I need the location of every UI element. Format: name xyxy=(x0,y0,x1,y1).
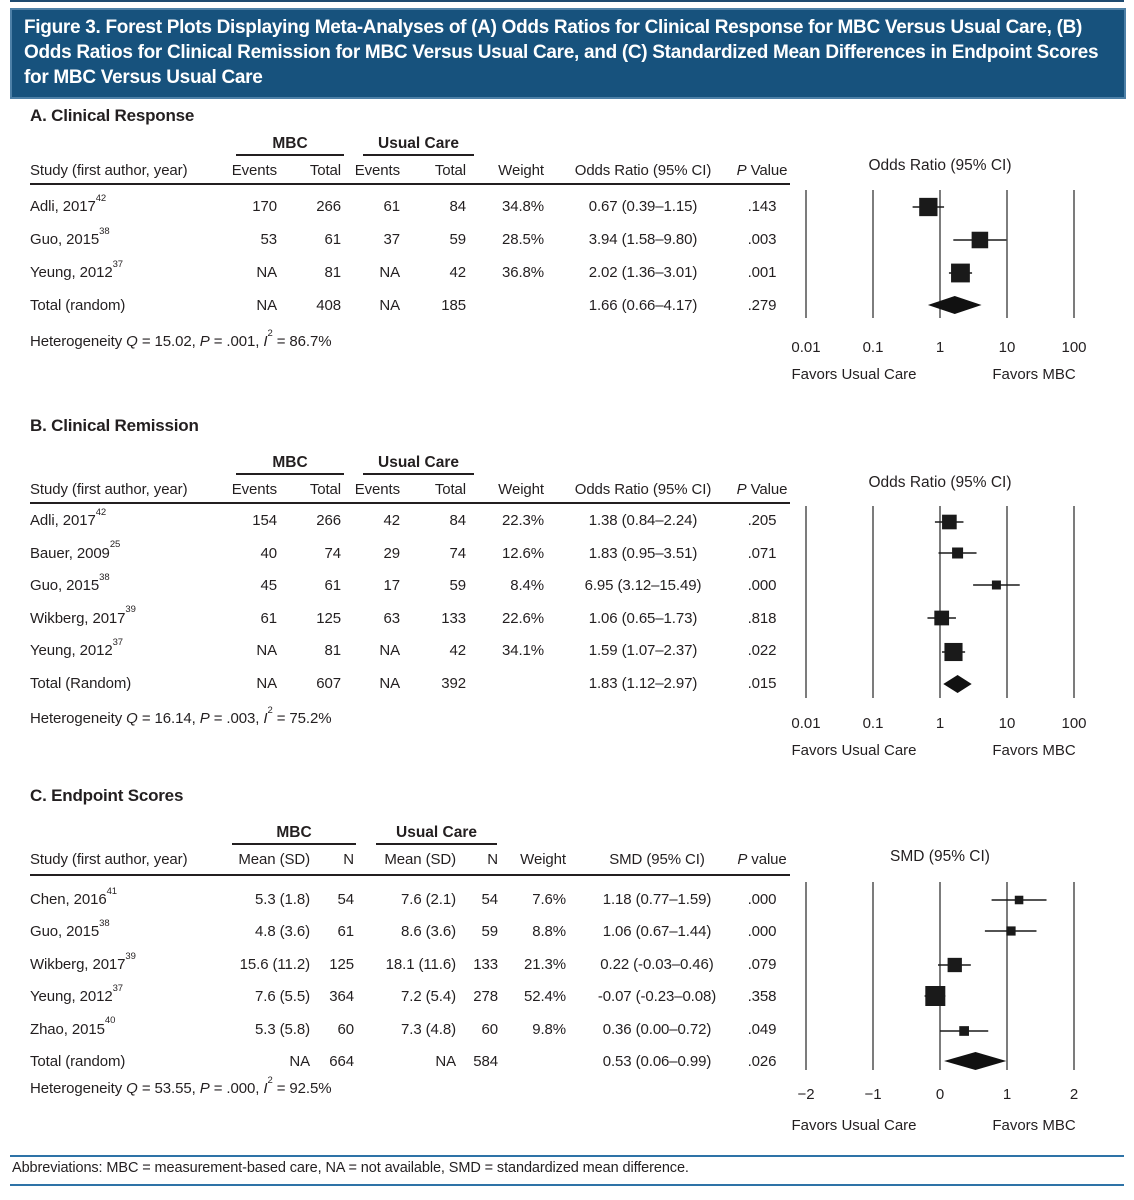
column-header-g2a: Events xyxy=(354,481,400,498)
table-row-cell-g1a: NA xyxy=(256,642,277,659)
axis-tick-label: 10 xyxy=(998,715,1016,732)
group-header-usual-care: Usual Care xyxy=(363,452,474,475)
table-row-cell-weight: 21.3% xyxy=(523,955,566,973)
figure-caption-line-1: Figure 3. Forest Plots Displaying Meta-Analyses of (A) Odds Ratios for Clinical Response for MBC Versus Usual Care, (B) xyxy=(24,17,1083,38)
text-fragment: value xyxy=(747,851,787,868)
axis-tick-label: 100 xyxy=(1061,715,1087,732)
table-row-cell-g1b: 60 xyxy=(337,1020,354,1038)
text-fragment: Yeung, 2012 xyxy=(30,264,113,281)
text-fragment: Q xyxy=(126,333,138,350)
group-header-usual-care: Usual Care xyxy=(363,133,474,156)
text-fragment: Value xyxy=(746,162,788,179)
table-row-cell-study xyxy=(30,1014,230,1046)
table-row-cell-effect: 1.66 (0.66–4.17) xyxy=(588,297,698,314)
effect-size-square xyxy=(959,1026,969,1036)
table-row-cell-g2b: 392 xyxy=(441,674,466,692)
text-fragment: 2 xyxy=(267,1074,273,1086)
table-row-cell-g2b: 59 xyxy=(449,577,466,594)
section-title-C: C. Endpoint Scores xyxy=(30,786,184,805)
table-row-cell-g1b: 664 xyxy=(329,1053,354,1070)
table-row-cell-p: .205 xyxy=(747,512,777,529)
table-row-cell-p: .000 xyxy=(747,923,777,941)
text-fragment: I xyxy=(263,333,268,350)
table-row-cell-g2a: 37 xyxy=(383,231,400,248)
column-header-g2b: N xyxy=(487,851,498,868)
table-row-cell-g1a: 15.6 (11.2) xyxy=(239,955,310,973)
text-fragment: = .000, xyxy=(209,1080,264,1097)
table-row-cell-weight: 36.8% xyxy=(501,264,544,281)
text-fragment: Wikberg, 2017 xyxy=(30,609,126,627)
text-fragment: 37 xyxy=(112,982,123,994)
text-fragment: P xyxy=(736,162,747,179)
table-row-cell-weight xyxy=(470,668,544,701)
text-fragment: 39 xyxy=(125,950,136,962)
table-row-cell-g1a: NA xyxy=(256,297,277,314)
table-row-cell-g2a: 7.6 (2.1) xyxy=(401,891,456,908)
abbreviations-top-rule xyxy=(10,1155,1124,1157)
table-row-cell-g1a: 170 xyxy=(252,198,277,215)
text-fragment: = .003, xyxy=(209,710,264,727)
table-row-cell-g1a: 53 xyxy=(260,231,277,248)
table-row-cell-g1b: 61 xyxy=(337,923,354,941)
table-row-cell-effect: 1.59 (1.07–2.37) xyxy=(588,642,698,659)
table-row-cell-g1b: 61 xyxy=(324,231,341,248)
table-header-rule xyxy=(30,874,790,876)
table-row-cell-weight xyxy=(470,289,544,322)
text-fragment: Heterogeneity xyxy=(30,1080,127,1097)
effect-size-square xyxy=(1015,896,1024,905)
table-row-cell-weight: 8.4% xyxy=(510,577,544,594)
text-fragment: Yeung, 2012 xyxy=(30,988,113,1006)
text-fragment: 38 xyxy=(99,571,110,583)
axis-tick-label: −2 xyxy=(797,1086,815,1103)
abbreviations-text: Abbreviations: MBC = measurement-based care, NA = not available, SMD = standardized mean difference. xyxy=(12,1160,689,1176)
table-row-cell-p: .000 xyxy=(747,891,777,908)
table-row-cell-g1a: 61 xyxy=(260,609,277,627)
text-fragment: Chen, 2016 xyxy=(30,891,107,908)
effect-size-square xyxy=(934,611,949,626)
table-row-cell-g1b: 266 xyxy=(316,198,341,215)
table-row-cell-p: .022 xyxy=(747,642,777,659)
table-row-cell-g1a: 4.8 (3.6) xyxy=(255,923,310,941)
text-fragment: Total (random) xyxy=(30,1053,126,1070)
text-fragment: 38 xyxy=(99,225,110,237)
table-row-cell-g2a: 42 xyxy=(383,512,400,529)
table-row-cell-study xyxy=(30,1046,230,1078)
table-row-cell-g2b: 60 xyxy=(481,1020,498,1038)
table-row-cell-g1a: 154 xyxy=(252,512,277,529)
table-row-cell-g1b: 61 xyxy=(324,577,341,594)
axis-tick-label: 1 xyxy=(1002,1086,1012,1103)
table-row-cell-g2a: 7.3 (4.8) xyxy=(401,1020,456,1038)
table-row-cell-g2a: 63 xyxy=(383,609,400,627)
table-row-cell-effect: 0.36 (0.00–0.72) xyxy=(602,1020,712,1038)
table-row-cell-g1a: 5.3 (1.8) xyxy=(255,891,310,908)
table-row-cell-p: .003 xyxy=(747,231,777,248)
summary-diamond xyxy=(944,1052,1006,1070)
table-row-cell-weight: 28.5% xyxy=(501,231,544,248)
axis-tick-label: 1 xyxy=(935,715,945,732)
table-row-cell-g1b: 408 xyxy=(316,297,341,314)
column-header-g2b: Total xyxy=(434,481,466,498)
text-fragment: Adli, 2017 xyxy=(30,198,96,215)
table-row-cell-effect: 0.22 (-0.03–0.46) xyxy=(600,955,714,973)
axis-tick-label: 100 xyxy=(1061,339,1087,356)
table-row-cell-g2b: 133 xyxy=(441,609,466,627)
table-row-cell-weight: 22.6% xyxy=(501,609,544,627)
effect-size-square xyxy=(972,232,989,249)
table-row-cell-study xyxy=(30,949,230,981)
table-row-cell-effect: 1.83 (1.12–2.97) xyxy=(588,674,698,692)
axis-tick-label: 0 xyxy=(935,1086,945,1103)
table-row-cell-g1b: 125 xyxy=(329,955,354,973)
column-header-g2a: Events xyxy=(354,162,400,179)
text-fragment: 39 xyxy=(125,604,136,616)
table-row-cell-g2a: NA xyxy=(379,264,400,281)
effect-size-square xyxy=(992,581,1001,590)
text-fragment: 2 xyxy=(267,704,273,716)
favors-left-label: Favors Usual Care xyxy=(791,742,917,759)
column-header-g1b: Total xyxy=(309,162,341,179)
plot-title: Odds Ratio (95% CI) xyxy=(868,157,1012,174)
table-row-cell-weight: 52.4% xyxy=(523,988,566,1006)
table-row-cell-effect: 1.06 (0.67–1.44) xyxy=(602,923,712,941)
table-row-cell-effect: 1.06 (0.65–1.73) xyxy=(588,609,698,627)
text-fragment: P xyxy=(199,1080,210,1097)
favors-right-label: Favors MBC xyxy=(992,742,1076,759)
text-fragment: 25 xyxy=(109,539,121,551)
text-fragment: = 16.14, xyxy=(137,710,200,727)
column-header-study: Study (first author, year) xyxy=(30,162,188,179)
table-row-cell-g2b: 59 xyxy=(481,923,498,941)
table-row-cell-weight: 34.8% xyxy=(501,198,544,215)
table-row-cell-g1a: 5.3 (5.8) xyxy=(255,1020,310,1038)
table-row-cell-p: .001 xyxy=(747,264,777,281)
plot-title: SMD (95% CI) xyxy=(890,848,990,865)
effect-size-square xyxy=(952,547,963,558)
table-row-cell-g2a: 18.1 (11.6) xyxy=(385,955,456,973)
forest-plot-A xyxy=(762,146,1134,390)
text-fragment: P xyxy=(199,333,210,350)
text-fragment: = 75.2% xyxy=(272,710,332,727)
effect-size-square xyxy=(944,643,962,661)
text-fragment: Bauer, 2009 xyxy=(30,544,110,562)
table-row-cell-p: .026 xyxy=(747,1053,777,1070)
table-row-cell-effect: 2.02 (1.36–3.01) xyxy=(588,264,698,281)
table-row-cell-weight: 34.1% xyxy=(501,642,544,659)
column-header-weight: Weight xyxy=(520,851,566,868)
column-header-g1a: Events xyxy=(231,162,277,179)
table-row-cell-g2a: 17 xyxy=(383,577,400,594)
table-row-cell-p: .358 xyxy=(747,988,777,1006)
heterogeneity-note-C xyxy=(30,1074,332,1097)
table-row-cell-g1b: 81 xyxy=(324,264,341,281)
table-row-cell-p: .143 xyxy=(747,198,777,215)
text-fragment: = .001, xyxy=(209,333,264,350)
axis-tick-label: 1 xyxy=(935,339,945,356)
table-row-cell-g2b: 54 xyxy=(481,891,498,908)
table-row-cell-g1a: NA xyxy=(256,264,277,281)
heterogeneity-note-B xyxy=(30,704,332,727)
table-row-cell-effect: 1.18 (0.77–1.59) xyxy=(602,891,712,908)
table-row-cell-g2a: 8.6 (3.6) xyxy=(401,923,456,941)
effect-size-square xyxy=(919,198,937,216)
table-row-cell-g2b: 42 xyxy=(449,642,466,659)
table-header-rule xyxy=(30,502,790,504)
table-header-rule xyxy=(30,183,790,185)
text-fragment: = 15.02, xyxy=(137,333,200,350)
table-row-cell-g2a: NA xyxy=(435,1053,456,1070)
table-row-cell-g1a: 40 xyxy=(260,544,277,562)
table-row-cell-effect: 1.83 (0.95–3.51) xyxy=(588,544,698,562)
plot-title: Odds Ratio (95% CI) xyxy=(868,474,1012,491)
forest-plot-C xyxy=(762,835,1134,1137)
table-row-cell-g2a: 61 xyxy=(383,198,400,215)
text-fragment: 37 xyxy=(112,636,123,648)
text-fragment: 37 xyxy=(112,258,123,270)
summary-diamond xyxy=(928,296,982,314)
text-fragment: Guo, 2015 xyxy=(30,923,100,941)
text-fragment: P xyxy=(737,851,748,868)
axis-tick-label: 0.01 xyxy=(791,715,821,732)
text-fragment: = 53.55, xyxy=(137,1080,200,1097)
favors-right-label: Favors MBC xyxy=(992,366,1076,383)
effect-size-square xyxy=(942,515,957,530)
table-row-cell-g2a: 7.2 (5.4) xyxy=(401,988,456,1006)
column-header-g1a: Mean (SD) xyxy=(238,851,310,868)
heterogeneity-note-A xyxy=(30,327,332,350)
table-row-cell-p: .071 xyxy=(747,544,777,562)
table-row-cell-effect: -0.07 (-0.23–0.08) xyxy=(597,988,717,1006)
effect-size-square xyxy=(951,264,970,283)
table-row-cell-p: .079 xyxy=(747,955,777,973)
text-fragment: Total (Random) xyxy=(30,674,132,692)
table-row-cell-effect: 1.38 (0.84–2.24) xyxy=(588,512,698,529)
text-fragment: 2 xyxy=(267,327,273,339)
table-row-cell-weight: 12.6% xyxy=(501,544,544,562)
table-row-cell-p: .049 xyxy=(747,1020,777,1038)
table-row-cell-p: .000 xyxy=(747,577,777,594)
column-header-g1a: Events xyxy=(231,481,277,498)
table-row-cell-g2b: 59 xyxy=(449,231,466,248)
table-row-cell-study xyxy=(30,916,230,948)
table-row-cell-g1a: 7.6 (5.5) xyxy=(255,988,310,1006)
text-fragment: P xyxy=(736,481,747,498)
figure-caption-box xyxy=(10,8,1126,99)
table-row-cell-g2b: 185 xyxy=(441,297,466,314)
table-row-cell-weight: 8.8% xyxy=(532,923,566,941)
table-row-cell-g1a: NA xyxy=(289,1053,310,1070)
table-row-cell-g1a: 45 xyxy=(260,577,277,594)
column-header-g1b: Total xyxy=(309,481,341,498)
column-header-weight: Weight xyxy=(498,481,544,498)
figure-caption-line-3: for MBC Versus Usual Care xyxy=(24,67,263,88)
text-fragment: Heterogeneity xyxy=(30,333,127,350)
table-row-cell-p: .818 xyxy=(747,609,777,627)
effect-size-square xyxy=(1006,926,1015,935)
axis-tick-label: 2 xyxy=(1069,1086,1079,1103)
table-row-cell-g1b: 54 xyxy=(337,891,354,908)
favors-left-label: Favors Usual Care xyxy=(791,1117,917,1134)
table-row-cell-g2b: 42 xyxy=(449,264,466,281)
table-row-cell-g2b: 84 xyxy=(449,198,466,215)
column-header-study: Study (first author, year) xyxy=(30,481,188,498)
table-row-cell-g2a: NA xyxy=(379,642,400,659)
text-fragment: I xyxy=(263,1080,268,1097)
table-row-cell-g2a: NA xyxy=(379,297,400,314)
group-header-mbc: MBC xyxy=(236,133,344,156)
favors-left-label: Favors Usual Care xyxy=(791,366,917,383)
table-row-cell-effect: 0.67 (0.39–1.15) xyxy=(588,198,698,215)
top-divider-rule xyxy=(10,0,1124,2)
column-header-effect: Odds Ratio (95% CI) xyxy=(574,481,712,498)
text-fragment: Q xyxy=(126,1080,138,1097)
table-row-cell-weight: 22.3% xyxy=(501,512,544,529)
text-fragment: Yeung, 2012 xyxy=(30,642,113,659)
text-fragment: Adli, 2017 xyxy=(30,512,96,529)
text-fragment: P xyxy=(199,710,210,727)
text-fragment: Guo, 2015 xyxy=(30,577,100,594)
table-row-cell-p: .279 xyxy=(747,297,777,314)
favors-right-label: Favors MBC xyxy=(992,1117,1076,1134)
summary-diamond xyxy=(943,675,971,693)
text-fragment: Q xyxy=(126,710,138,727)
text-fragment: = 86.7% xyxy=(272,333,332,350)
effect-size-square xyxy=(925,986,945,1006)
table-row-cell-weight: 7.6% xyxy=(532,891,566,908)
group-header-mbc: MBC xyxy=(232,822,356,845)
column-header-g1b: N xyxy=(343,851,354,868)
table-row-cell-g2a: NA xyxy=(379,674,400,692)
table-row-cell-study xyxy=(30,884,230,916)
column-header-weight: Weight xyxy=(498,162,544,179)
text-fragment: Wikberg, 2017 xyxy=(30,955,126,973)
table-row-cell-effect: 6.95 (3.12–15.49) xyxy=(584,577,702,594)
axis-tick-label: −1 xyxy=(864,1086,882,1103)
text-fragment: Zhao, 2015 xyxy=(30,1020,105,1038)
table-row-cell-weight xyxy=(500,1046,566,1078)
section-title-B: B. Clinical Remission xyxy=(30,416,199,435)
text-fragment: 42 xyxy=(95,506,107,518)
axis-tick-label: 10 xyxy=(998,339,1016,356)
effect-size-square xyxy=(948,958,962,972)
section-title-A: A. Clinical Response xyxy=(30,106,195,125)
abbreviations-bottom-rule xyxy=(10,1184,1124,1186)
text-fragment: Value xyxy=(746,481,788,498)
text-fragment: Heterogeneity xyxy=(30,710,127,727)
group-header-mbc: MBC xyxy=(236,452,344,475)
table-row-cell-g1a: NA xyxy=(256,674,277,692)
axis-tick-label: 0.1 xyxy=(862,715,884,732)
column-header-effect: SMD (95% CI) xyxy=(609,851,705,868)
forest-plot-B xyxy=(762,460,1134,762)
table-row-cell-g2a: 29 xyxy=(383,544,400,562)
axis-tick-label: 0.01 xyxy=(791,339,821,356)
table-row-cell-g1b: 364 xyxy=(329,988,354,1006)
column-header-g2b: Total xyxy=(434,162,466,179)
text-fragment: Guo, 2015 xyxy=(30,231,100,248)
table-row-cell-g2b: 584 xyxy=(473,1053,498,1070)
figure-caption-line-2: Odds Ratios for Clinical Remission for MBC Versus Usual Care, and (C) Standardized Mean Differences in Endpoint Scores xyxy=(24,42,1099,63)
table-row-cell-g1b: 607 xyxy=(316,674,341,692)
text-fragment: 42 xyxy=(95,192,107,204)
table-row-cell-g1b: 266 xyxy=(316,512,341,529)
table-row-cell-p: .015 xyxy=(747,674,777,692)
table-row-cell-g1b: 125 xyxy=(316,609,341,627)
table-row-cell-g2b: 133 xyxy=(473,955,498,973)
text-fragment: 40 xyxy=(104,1015,116,1027)
axis-tick-label: 0.1 xyxy=(862,339,884,356)
text-fragment: I xyxy=(263,710,268,727)
text-fragment: Total (random) xyxy=(30,297,126,314)
column-header-effect: Odds Ratio (95% CI) xyxy=(574,162,712,179)
table-row-cell-g2b: 278 xyxy=(473,988,498,1006)
column-header-study: Study (first author, year) xyxy=(30,851,188,868)
table-row-cell-effect: 0.53 (0.06–0.99) xyxy=(602,1053,712,1070)
group-header-usual-care: Usual Care xyxy=(376,822,497,845)
column-header-g2a: Mean (SD) xyxy=(384,851,456,868)
table-row-cell-g2b: 84 xyxy=(449,512,466,529)
table-row-cell-g1b: 74 xyxy=(324,544,341,562)
table-row-cell-weight: 9.8% xyxy=(532,1020,566,1038)
table-row-cell-g2b: 74 xyxy=(449,544,466,562)
text-fragment: 38 xyxy=(99,918,110,930)
text-fragment: 41 xyxy=(106,885,117,897)
table-row-cell-effect: 3.94 (1.58–9.80) xyxy=(588,231,698,248)
table-row-cell-study xyxy=(30,981,230,1013)
table-row-cell-g1b: 81 xyxy=(324,642,341,659)
text-fragment: = 92.5% xyxy=(272,1080,332,1097)
